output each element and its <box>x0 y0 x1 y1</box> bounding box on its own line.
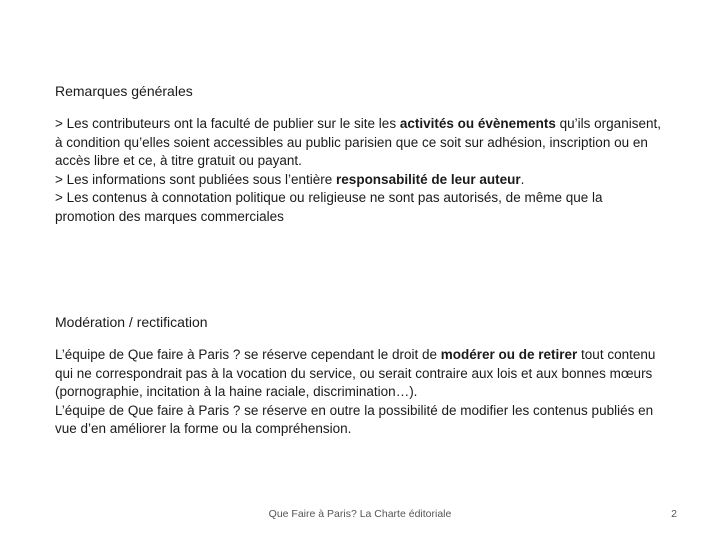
moderation-bold: modérer ou de retirer <box>440 347 578 362</box>
moderation-suffix: tout contenu qui ne correspondrait pas à la vocation du service, ou serait contraire aux lois et aux bonnes mœurs (pornographie, incitation à la haine raciale, discrimination…). <box>55 347 656 399</box>
rule-2-bold: responsabilité de leur auteur <box>336 171 521 187</box>
general-remarks-paragraph <box>55 115 665 226</box>
rule-1-suffix: qu’ils organisent, à condition qu’elles soient accessibles au public parisien que ce soit sur adhésion, inscription ou en accès libre et ce, à titre gratuit ou payant. <box>55 116 661 168</box>
rule-2-text: > Les informations sont publiées sous l’entière <box>55 171 337 187</box>
section-title-moderation: Modération / rectification <box>55 314 208 330</box>
section-general-remarks <box>55 82 665 226</box>
section-title-general-remarks: Remarques générales <box>55 83 193 99</box>
rule-3-text: > Les contenus à connotation politique ou religieuse ne sont pas autorisés, de même que la promotion des marques commerciales <box>55 190 603 224</box>
page-number: 2 <box>671 508 677 520</box>
rule-2-suffix: . <box>520 171 525 187</box>
rule-1-text: > Les contributeurs ont la faculté de publier sur le site les <box>55 116 400 131</box>
footer-title: Que Faire à Paris? La Charte éditoriale <box>268 508 452 520</box>
moderation-paragraph <box>55 346 665 439</box>
moderation-text: L’équipe de Que faire à Paris ? se réserve cependant le droit de <box>55 347 441 362</box>
rule-1-bold: activités ou évènements <box>399 116 556 131</box>
section-moderation <box>55 313 665 439</box>
rectification-text: L’équipe de Que faire à Paris ? se réserve en outre la possibilité de modifier les contenus publiés en vue d’en améliorer la forme ou la compréhension. <box>55 402 654 436</box>
